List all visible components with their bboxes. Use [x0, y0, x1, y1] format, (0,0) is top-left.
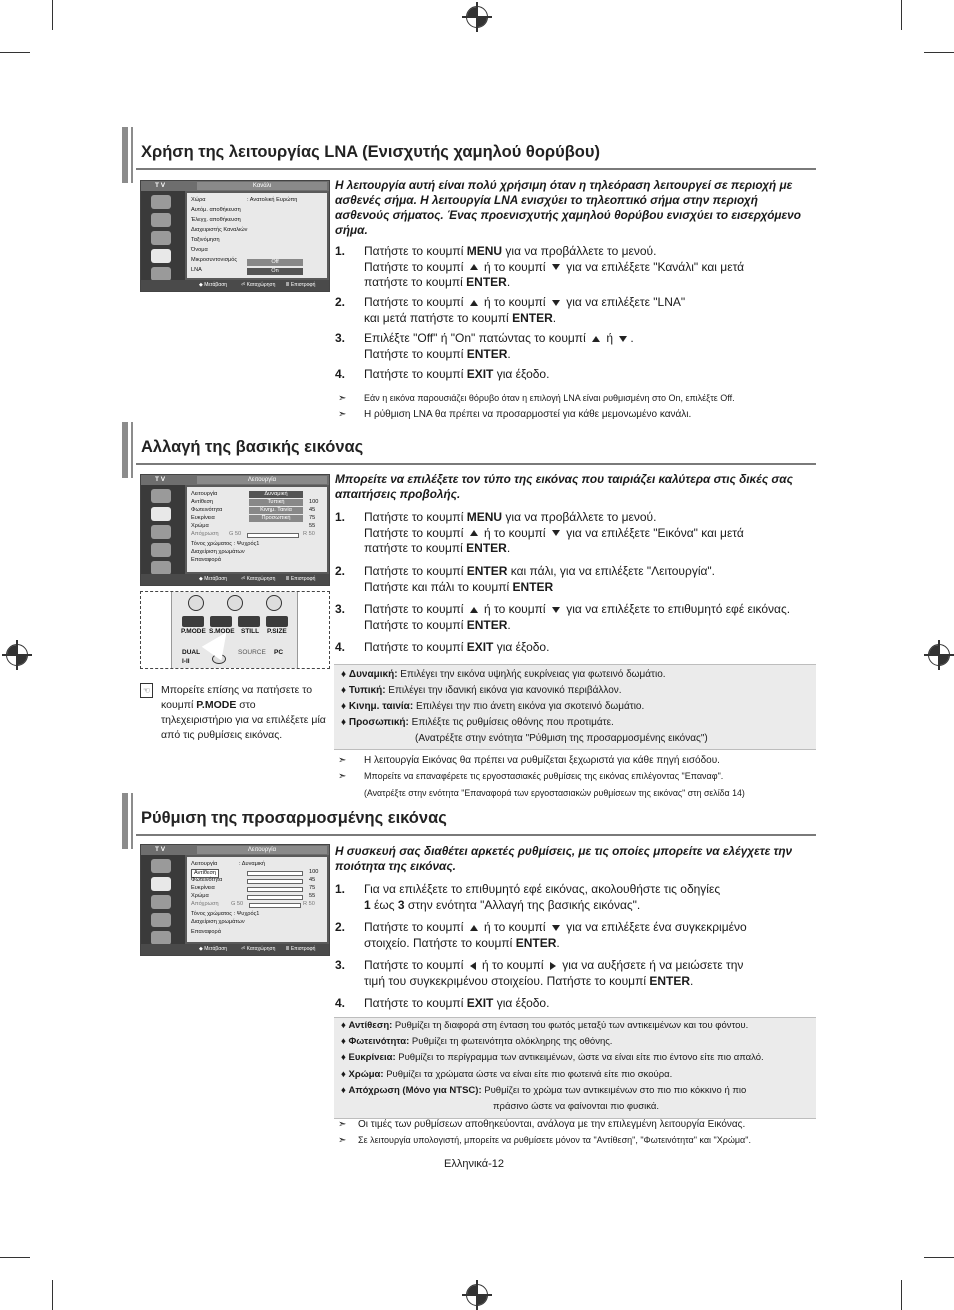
osd-row: Ταξινόμηση — [191, 237, 220, 243]
list-item: ♦ Τυπική: Επιλέγει την ιδανική εικόνα για κανονικό περιβάλλον. — [341, 685, 622, 696]
note-arrow-icon: ➣ — [338, 1135, 347, 1146]
list-item: ♦ Προσωπική: Επιλέξτε τις ρυθμίσεις οθόνης που προτιμάτε. — [341, 717, 614, 728]
osd-row: Λειτουργία — [191, 491, 218, 497]
osd-value: G 50 — [231, 901, 244, 907]
list-item: ♦ Αντίθεση: Ρυθμίζει τη διαφορά στη ένταση του φωτός μεταξύ των αντικειμένων και του φόντου. — [341, 1020, 749, 1031]
down-arrow-icon — [619, 336, 627, 342]
osd-slider — [247, 871, 303, 876]
still-button[interactable] — [238, 616, 260, 627]
osd-picture-icon — [151, 507, 171, 521]
registration-mark-icon — [928, 644, 950, 666]
down-arrow-icon — [552, 925, 560, 931]
osd-row: Φωτεινότητα — [191, 877, 223, 883]
crop-mark — [0, 1257, 30, 1258]
section-title: Χρήση της λειτουργίας LNA (Ενισχυτής χαμηλού θορύβου) — [141, 143, 600, 161]
up-arrow-icon — [470, 607, 478, 613]
right-arrow-icon — [550, 962, 556, 970]
list-item: ♦ Χρώμα: Ρυθμίζει τα χρώματα ώστε να είναι είτε πιο φωτεινά είτε πιο σκούρα. — [341, 1069, 673, 1080]
list-item-reference: (Ανατρέξτε στην ενότητα "Ρύθμιση της προσαρμοσμένης εικόνας") — [415, 733, 708, 744]
osd-footer-move: ◆ Μετάβαση — [199, 576, 228, 582]
osd-option: Τυπική — [249, 499, 303, 506]
osd-slider — [247, 879, 303, 884]
hand-note-icon: ☜ — [140, 683, 153, 698]
down-arrow-icon — [552, 530, 560, 536]
osd-row-value: : Ανατολική Ευρώπη — [247, 197, 298, 203]
pmode-button[interactable] — [182, 616, 204, 627]
osd-tv-label: T V — [155, 182, 166, 189]
osd-picture-icon — [151, 877, 171, 891]
osd-footer-move: ◆ Μετάβαση — [199, 282, 228, 288]
osd-row: Μικροσυντονισμός — [191, 257, 238, 263]
dual-label: DUAL — [182, 649, 201, 656]
osd-channel-icon — [151, 543, 171, 557]
registration-mark-icon — [466, 1284, 488, 1306]
osd-row: Επαναφορά — [191, 557, 221, 563]
psize-button[interactable] — [266, 616, 288, 627]
up-arrow-icon — [592, 336, 600, 342]
smode-button[interactable] — [210, 616, 232, 627]
osd-row: Ευκρίνεια — [191, 885, 215, 891]
list-item: ♦ Ευκρίνεια: Ρυθμίζει το περίγραμμα των αντικειμένων, ώστε να είναι είτε πιο έντονο είτε πιο απαλό. — [341, 1052, 764, 1063]
osd-row-value: : Δυναμική — [239, 861, 265, 867]
pmode-label: P.MODE — [181, 628, 206, 635]
osd-row: Ευκρίνεια — [191, 515, 215, 521]
osd-picture-mode-menu — [140, 474, 330, 586]
registration-mark-icon — [6, 644, 28, 666]
crop-mark — [901, 1280, 902, 1310]
crop-mark — [924, 1257, 954, 1258]
remote-control-illustration — [140, 591, 330, 669]
osd-slider — [247, 895, 303, 900]
osd-row: Τόνος χρώματος : Ψυχρός1 — [191, 911, 260, 917]
osd-option: Προσωπική — [249, 515, 303, 522]
osd-row: LNA — [191, 267, 202, 273]
osd-row: Διαχείριση χρωμάτων — [191, 919, 245, 925]
osd-value: 75 — [309, 515, 316, 521]
section-title: Αλλαγή της βασικής εικόνας — [141, 438, 364, 456]
crop-mark — [52, 1280, 53, 1310]
osd-sound-icon — [151, 231, 171, 245]
down-arrow-icon — [552, 300, 560, 306]
section-intro: Η λειτουργία αυτή είναι πολύ χρήσιμη όταν η τηλεόραση λειτουργεί σε περιοχή με ασθενές σήμα. Η λειτουργία LNA ενισχύει το τηλεοπτικό σήμα στην περιοχή ασθενούς σήματος. Ένας προενισχυτής χαμηλού θορύβου ενισχύει το εισερχόμενο σήμα. — [335, 178, 801, 237]
osd-menu-name: Λειτουργία — [197, 846, 327, 854]
osd-row: Χρώμα — [191, 893, 209, 899]
up-arrow-icon — [470, 300, 478, 306]
source-label: SOURCE — [238, 649, 266, 656]
note-arrow-icon: ➣ — [338, 755, 347, 766]
osd-row: Επαναφορά — [191, 929, 221, 935]
osd-row: Όνομα — [191, 247, 208, 253]
osd-row: Απόχρωση — [191, 901, 219, 907]
note-arrow-icon: ➣ — [338, 1119, 347, 1130]
osd-sound-icon — [151, 895, 171, 909]
osd-row: Διαχειριστής Καναλιών — [191, 227, 248, 233]
osd-setup-icon — [151, 267, 171, 281]
up-arrow-icon — [470, 925, 478, 931]
crop-mark — [52, 0, 53, 30]
osd-value: 100 — [309, 499, 319, 505]
up-arrow-icon — [470, 264, 478, 270]
osd-value: 45 — [309, 877, 316, 883]
osd-sound-icon — [151, 525, 171, 539]
osd-row: Διαχείριση χρωμάτων — [191, 549, 245, 555]
osd-option: Δυναμική — [249, 491, 303, 498]
picture-settings-box — [334, 1017, 816, 1119]
osd-row: Λειτουργία — [191, 861, 218, 867]
list-item: ♦ Απόχρωση (Μόνο για NTSC): Ρυθμίζει το χρώμα των αντικειμένων στο πιο πιο κόκκινο ή πιο — [341, 1085, 747, 1096]
osd-option-off: Off — [247, 259, 303, 266]
osd-row: Αντίθεση — [191, 499, 214, 505]
crop-mark — [901, 0, 902, 30]
section-intro: Μπορείτε να επιλέξετε τον τύπο της εικόνας που ταιριάζει καλύτερα στις δικές σας απαιτήσεις προβολής. — [335, 472, 793, 501]
osd-picture-icon — [151, 213, 171, 227]
osd-value: 45 — [309, 507, 316, 513]
osd-row: Χώρα — [191, 197, 206, 203]
psize-label: P.SIZE — [267, 628, 287, 635]
osd-row: Αυτόμ. αποθήκευση — [191, 207, 241, 213]
list-item: ♦ Κινημ. ταινία: Επιλέγει την πιο άνετη εικόνα για σκοτεινό δωμάτιο. — [341, 701, 645, 712]
crop-mark — [924, 52, 954, 53]
osd-option-on: On — [247, 268, 303, 275]
smode-label: S.MODE — [209, 628, 235, 635]
down-arrow-icon — [552, 607, 560, 613]
osd-setup-icon — [151, 931, 171, 945]
osd-value: 55 — [309, 523, 316, 529]
section-header-custom-picture — [122, 808, 816, 846]
note-arrow-icon: ➣ — [338, 771, 347, 782]
osd-input-icon — [151, 859, 171, 873]
i-ii-label: I-II — [182, 658, 190, 665]
up-arrow-icon — [470, 530, 478, 536]
osd-value: 55 — [309, 893, 316, 899]
crop-mark — [0, 52, 30, 53]
osd-channel-menu — [140, 180, 330, 292]
osd-value: 75 — [309, 885, 316, 891]
dtv-icon — [227, 595, 243, 611]
note-arrow-icon: ➣ — [338, 393, 347, 404]
section-header-lna — [122, 142, 816, 180]
osd-row-selected: Αντίθεση — [191, 869, 219, 878]
tv-icon — [188, 595, 204, 611]
osd-custom-picture-menu — [140, 844, 330, 956]
note-arrow-icon: ➣ — [338, 409, 347, 420]
osd-row: Έλεγχ. αποθήκευση — [191, 217, 241, 223]
picture-mode-options-box — [334, 664, 816, 750]
left-arrow-icon — [470, 962, 476, 970]
osd-footer-enter: ⏎ Καταχώρηση — [241, 282, 276, 288]
osd-row: Χρώμα — [191, 523, 209, 529]
osd-option: Κινημ. Ταινία — [249, 507, 303, 514]
osd-setup-icon — [151, 561, 171, 575]
osd-slider — [247, 533, 299, 538]
osd-tv-label: T V — [155, 846, 166, 853]
down-arrow-icon — [552, 264, 560, 270]
osd-slider — [249, 903, 301, 908]
osd-input-icon — [151, 195, 171, 209]
osd-value: R 50 — [303, 901, 315, 907]
pc-label: PC — [274, 649, 284, 656]
osd-channel-icon — [151, 913, 171, 927]
osd-footer-return: Ⅲ Επιστροφή — [286, 282, 316, 288]
page-number: Ελληνικά-12 — [444, 1158, 505, 1170]
section-intro: Η συσκευή σας διαθέτει αρκετές ρυθμίσεις, με τις οποίες μπορείτε να ελέγχετε την ποιότητα της εικόνας. — [335, 844, 793, 873]
list-item: ♦ Δυναμική: Επιλέγει την εικόνα υψηλής ευκρίνειας για φωτεινό δωμάτιο. — [341, 669, 666, 680]
section-header-basic-picture — [122, 437, 816, 475]
still-label: STILL — [241, 628, 260, 635]
osd-tv-label: T V — [155, 476, 166, 483]
osd-footer-enter: ⏎ Καταχώρηση — [241, 576, 276, 582]
osd-menu-name: Λειτουργία — [197, 476, 327, 484]
osd-input-icon — [151, 489, 171, 503]
osd-slider — [247, 887, 303, 892]
osd-value: G 50 — [229, 531, 242, 537]
registration-mark-icon — [466, 6, 488, 28]
osd-value: 100 — [309, 869, 319, 875]
osd-menu-name: Κανάλι — [197, 182, 327, 190]
list-item-continuation: πράσινο ώστε να φαίνονται πιο φυσικά. — [493, 1101, 659, 1112]
info-icon — [266, 595, 282, 611]
osd-row: Φωτεινότητα — [191, 507, 223, 513]
osd-row: Απόχρωση — [191, 531, 219, 537]
osd-footer-return: Ⅲ Επιστροφή — [286, 576, 316, 582]
osd-value: R 50 — [303, 531, 315, 537]
list-item: ♦ Φωτεινότητα: Ρυθμίζει τη φωτεινότητα ολόκληρης της οθόνης. — [341, 1036, 613, 1047]
osd-row: Τόνος χρώματος : Ψυχρός1 — [191, 541, 260, 547]
osd-footer-return: Ⅲ Επιστροφή — [286, 946, 316, 952]
osd-footer-move: ◆ Μετάβαση — [199, 946, 228, 952]
osd-channel-icon — [151, 249, 171, 263]
osd-footer-enter: ⏎ Καταχώρηση — [241, 946, 276, 952]
section-title: Ρύθμιση της προσαρμοσμένης εικόνας — [141, 809, 447, 827]
